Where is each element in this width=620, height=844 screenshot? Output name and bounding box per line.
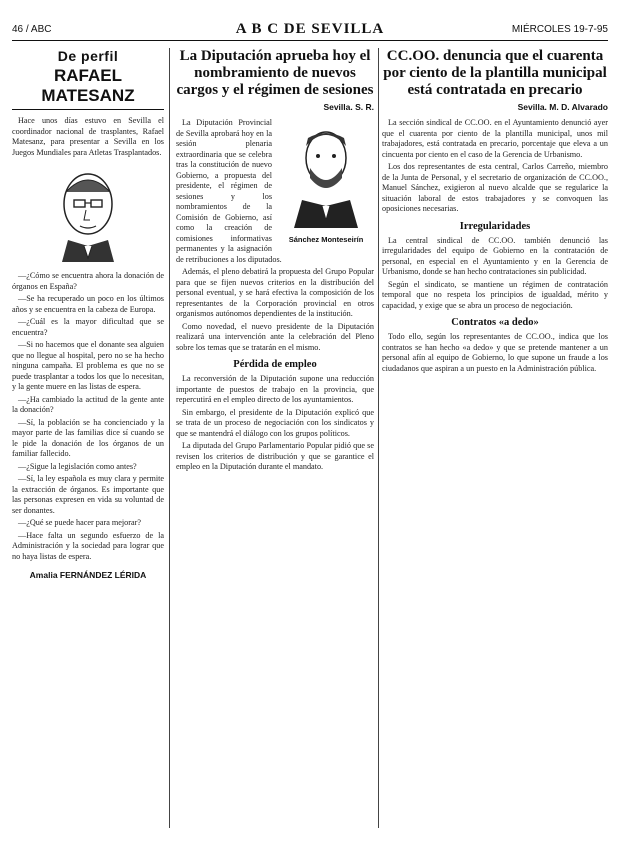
profile-paragraph: —Si no hacemos que el donante sea alguien que no llegue al hospital, pero no se ha hecho ninguna campaña. El problema es que no se puede trasplantar a todos los que lo necesitan, y la gente muere en las listas de espera. [12,340,164,391]
article-subhead: Contratos «a dedo» [451,317,539,328]
profile-name: RAFAEL MATESANZ [12,66,164,110]
article-paragraph: Además, el pleno debatirá la propuesta del Grupo Popular para que se fijen nuevos criterios en la distribución del personal eventual, y se hará efectiva la composición de los representantes de la Corporación provincial en otros organismos autónomos dependientes de la institución. [176,267,374,318]
right-article [382,48,608,828]
profile-paragraph: Hace unos días estuvo en Sevilla el coordinador nacional de trasplantes, Rafael Matesanz, para presentar a Sevilla en los Juegos Mundiales para Atletas Trasplantados. [12,116,164,157]
profile-paragraph: —Se ha recuperado un poco en los últimos años y se encuentra en la cabeza de Europa. [12,294,164,314]
portrait-drawing [278,120,374,244]
page-label: 46 / ABC [12,24,52,35]
section-title: A B C DE SEVILLA [235,21,385,37]
profile-signature: Amalia FERNÁNDEZ LÉRIDA [29,570,147,580]
article-subhead: Irregularidades [459,220,531,232]
article-paragraph: Como novedad, el nuevo presidente de la Diputación realizará una intervención ante la celebración del Pleno sobre los temas que se tratarán en el mismo. [176,321,374,352]
article-paragraph: La central sindical de CC.OO. también denunció las irregularidades del equipo de Gobierno en la contratación de personal, en especial en el Ayuntamiento y en la Gerencia de Urbanismo, donde se han hecho contrataciones sin publicidad. [382,235,608,276]
profile-paragraph: —Sí, la población se ha concienciado y la mayor parte de las familias dice sí cuando se le pide la donación de los órganos de un familiar fallecido. [12,417,164,458]
article-paragraph: Según el sindicato, se mantiene un régimen de contratación temporal que no respeta los principios de igualdad, mérito y capacidad, y exige que se abra un proceso de negociación. [382,279,608,310]
profile-paragraph: —Sí, la ley española es muy clara y permite la extracción de órganos. Es importante que las personas expresen en vida su voluntad de ser donantes. [12,474,164,515]
article-byline: Sevilla. M. D. Alvarado [517,102,608,112]
caricature-icon [48,162,128,262]
article-headline: La Diputación aprueba hoy el nombramiento de nuevos cargos y el régimen de sesiones [176,48,374,98]
page-header [12,21,608,41]
profile-column [12,48,164,828]
issue-date: MIÉRCOLES 19-7-95 [511,24,608,35]
article-headline: CC.OO. denuncia que el cuarenta por ciento de la plantilla municipal está contratada en precario [383,48,607,98]
article-paragraph: La reconversión de la Diputación supone una reducción importante de puestos de trabajo en la provincia, que repercutirá en el empleo directo de los ayuntamientos. [176,374,374,404]
column-divider [169,48,170,828]
article-paragraph: Los dos representantes de esta central, Carlos Carreño, miembro de la Junta de Personal, y el secretario de organización de CC.OO., Manuel Sánchez, exigieron al nuevo alcalde que se regularice la situación laboral de estos trabajadores y se convoquen las oposiciones necesarias. [382,162,608,213]
portrait-drawing [40,162,136,267]
article-paragraph: Todo ello, según los representantes de CC.OO., indica que los contratos se han hecho «a dedo» y que se pretende mantener a un personal afín al equipo de Gobierno, lo que supone un fraude a los ciudadanos que aspiran a un puesto en la Administración pública. [382,332,608,373]
column-divider [378,48,379,828]
profile-paragraph: —Hace falta un segundo esfuerzo de la Administración y la sociedad para lograr que no haya listas de espera. [12,530,164,561]
profile-tag: De perfil [57,48,119,64]
caricature-icon [284,120,368,228]
article-paragraph: La sección sindical de CC.OO. en el Ayuntamiento denunció ayer que el cuarenta por ciento de la plantilla municipal, unos mil trabajadores, está contratada en precario, porcentaje que eleva a un cincuenta por ciento en el caso de la Gerencia de Urbanismo. [382,118,608,159]
article-paragraph: La diputada del Grupo Parlamentario Popular pidió que se revisen los criterios de distribución y que se garantice el empleo en la Diputación durante el mandato. [176,441,374,471]
article-paragraph: Sin embargo, el presidente de la Diputación explicó que se trata de un proceso de negociación con los sindicatos y que se mantendrá el diálogo con los grupos políticos. [176,407,374,438]
profile-paragraph: —¿Cuál es la mayor dificultad que se encuentra? [12,317,164,337]
portrait-caption: Sánchez Monteseirín [288,235,364,244]
profile-paragraph: —¿Ha cambiado la actitud de la gente ante la donación? [12,394,164,414]
profile-paragraph: —¿Sigue la legislación como antes? [18,461,137,471]
article-subhead: Pérdida de empleo [233,359,317,370]
article-paragraph: La Diputación Provincial de Sevilla aprobará hoy en la sesión plenaria extraordinaria que se celebra tras la constitución de nuevo Gobierno, a propuesta del presidente, el régimen de sesiones y los nombramientos de la Comisión de Gobierno, así como la creación de comisiones informativas permanentes y la asignación de retribuciones a los diputados. [176,118,282,264]
profile-paragraph: —¿Cómo se encuentra ahora la donación de órganos en España? [12,271,164,291]
center-article [176,48,374,828]
profile-paragraph: —¿Qué se puede hacer para mejorar? [18,518,141,527]
article-byline: Sevilla. S. R. [323,102,374,112]
